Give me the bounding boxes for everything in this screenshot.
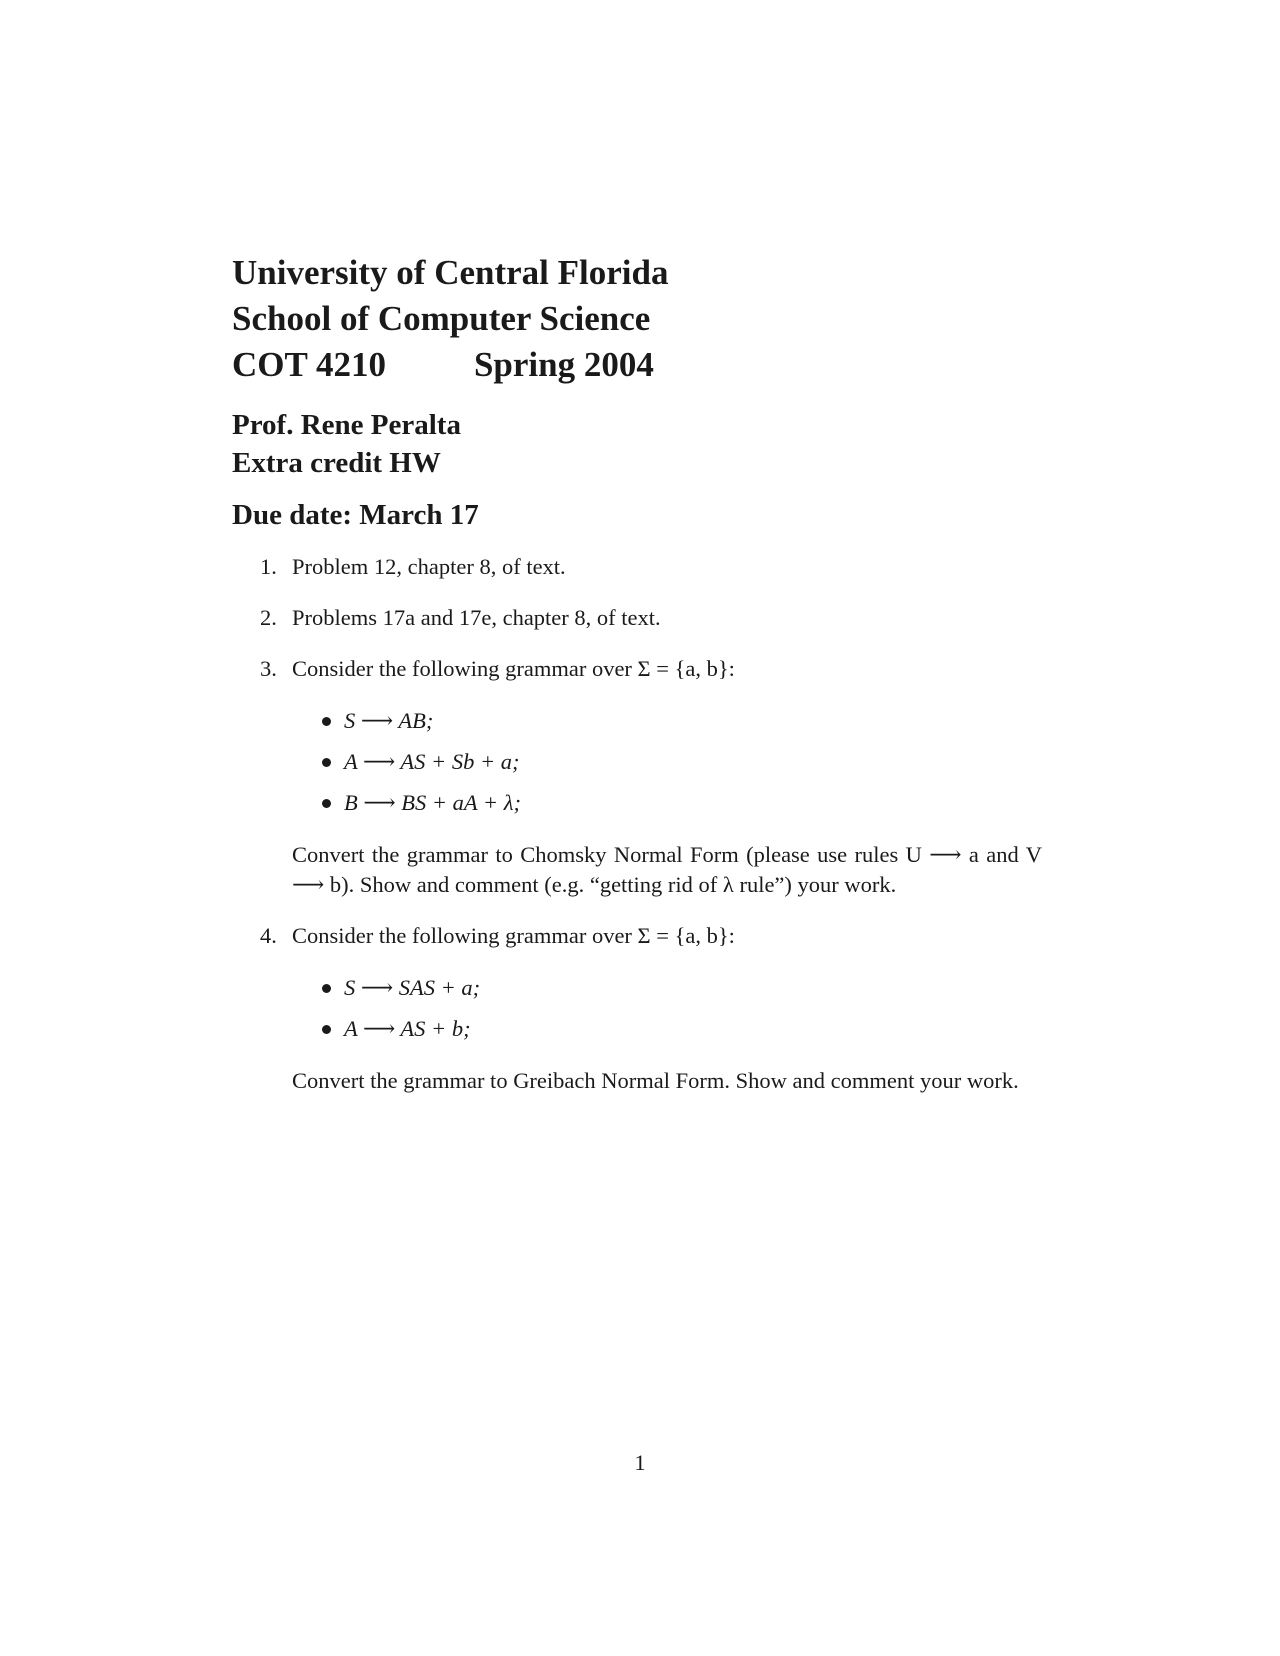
rule-text: A ⟶ AS + Sb + a; <box>344 749 520 774</box>
problem-number: 4. <box>260 923 277 948</box>
rule-text: S ⟶ SAS + a; <box>344 975 481 1000</box>
bullet-icon <box>322 799 331 808</box>
bullet-icon <box>322 1025 331 1034</box>
course-term-line <box>232 342 1042 388</box>
problem-text: Problem 12, chapter 8, of text. <box>292 554 566 579</box>
grammar-rule <box>292 788 1042 818</box>
problem-number: 3. <box>260 656 277 681</box>
problem-item <box>232 603 1042 633</box>
rule-text: S ⟶ AB; <box>344 708 434 733</box>
rule-text: A ⟶ AS + b; <box>344 1016 471 1041</box>
term: Spring 2004 <box>473 345 654 384</box>
problem-list <box>232 552 1042 1096</box>
professor-name: Prof. Rene Peralta <box>232 409 461 441</box>
grammar-rule <box>292 973 1042 1003</box>
problem-instructions: Convert the grammar to Chomsky Normal Form (please use rules U ⟶ a and V ⟶ b). Show and comment (e.g. “getting rid of λ rule”) your work. <box>292 842 1042 897</box>
grammar-rule <box>292 706 1042 736</box>
bullet-icon <box>322 758 331 767</box>
document-header <box>232 250 1042 388</box>
grammar-rules <box>292 706 1042 818</box>
rule-text: B ⟶ BS + aA + λ; <box>344 790 521 815</box>
problem-item <box>232 654 1042 900</box>
grammar-rules <box>292 973 1042 1044</box>
problem-number: 2. <box>260 605 277 630</box>
bullet-icon <box>322 984 331 993</box>
due-date-block <box>232 496 1042 534</box>
page-number: 1 <box>634 1450 646 1475</box>
problem-item <box>232 552 1042 582</box>
problem-instructions: Convert the grammar to Greibach Normal Form. Show and comment your work. <box>292 1068 1019 1093</box>
grammar-rule <box>292 747 1042 777</box>
assignment-info <box>232 406 1042 482</box>
university-name: University of Central Florida <box>232 253 669 292</box>
problem-item <box>232 921 1042 1096</box>
due-date: Due date: March 17 <box>232 499 479 531</box>
document-page <box>232 250 1042 1117</box>
grammar-rule <box>292 1014 1042 1044</box>
problem-text: Consider the following grammar over Σ = {a, b}: <box>292 656 735 681</box>
assignment-title: Extra credit HW <box>232 447 441 479</box>
problem-number: 1. <box>260 554 277 579</box>
course-code: COT 4210 <box>232 345 386 384</box>
problem-text: Problems 17a and 17e, chapter 8, of text. <box>292 605 661 630</box>
bullet-icon <box>322 717 331 726</box>
problem-text: Consider the following grammar over Σ = {a, b}: <box>292 923 735 948</box>
school-name: School of Computer Science <box>232 299 651 338</box>
